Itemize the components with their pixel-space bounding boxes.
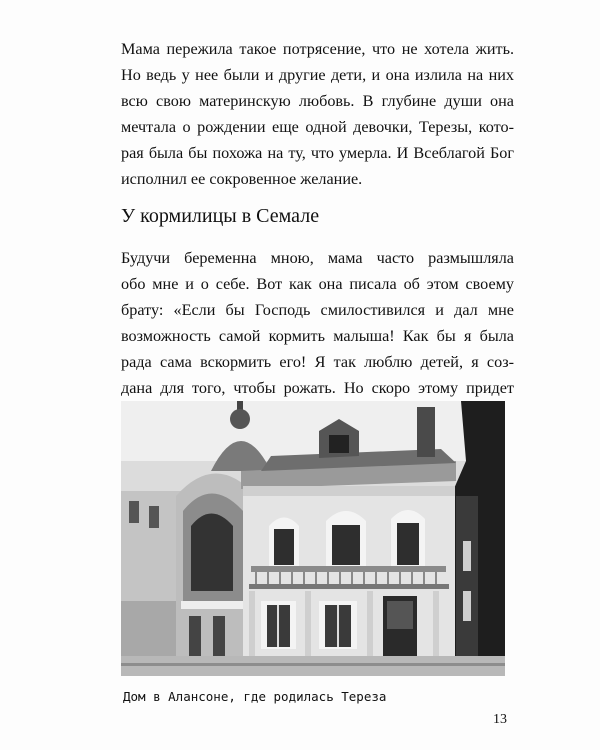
house-illustration-icon <box>121 401 505 676</box>
text-line: мечтала о рождении еще одной девочки, Терезы, кото- <box>121 118 514 136</box>
text-line: Но ведь у нее были и другие дети, и она излила на них <box>121 66 514 84</box>
text-line: брату: «Если бы Господь смилостивился и дал мне <box>121 301 514 319</box>
text-line: дана для того, чтобы рожать. Но скоро этому придет <box>121 379 514 397</box>
page-number: 13 <box>493 712 507 727</box>
text-line: исполнил ее сокровенное желание. <box>121 170 363 188</box>
paragraph-2 <box>121 245 514 401</box>
paragraph-1 <box>121 36 514 192</box>
text-line: возможность самой кормить малыша! Как бы я была <box>121 327 514 345</box>
section-heading: У кормилицы в Семале <box>121 205 320 227</box>
text-line: Будучи беременна мною, мама часто размышляла <box>121 249 514 267</box>
text-line: рада сама вскормить его! Я так люблю детей, я соз- <box>121 353 514 371</box>
text-line: рая была бы похожа на ту, что умерла. И Всеблагой Бог <box>121 144 514 162</box>
text-line: всю свою материнскую любовь. В глубине души она <box>121 92 514 110</box>
house-photo <box>121 401 505 676</box>
text-line: Мама пережила такое потрясение, что не хотела жить. <box>121 40 514 58</box>
text-line: обо мне и о себе. Вот как она писала об этом своему <box>121 275 514 293</box>
photo-caption: Дом в Алансоне, где родилась Тереза <box>123 689 387 704</box>
